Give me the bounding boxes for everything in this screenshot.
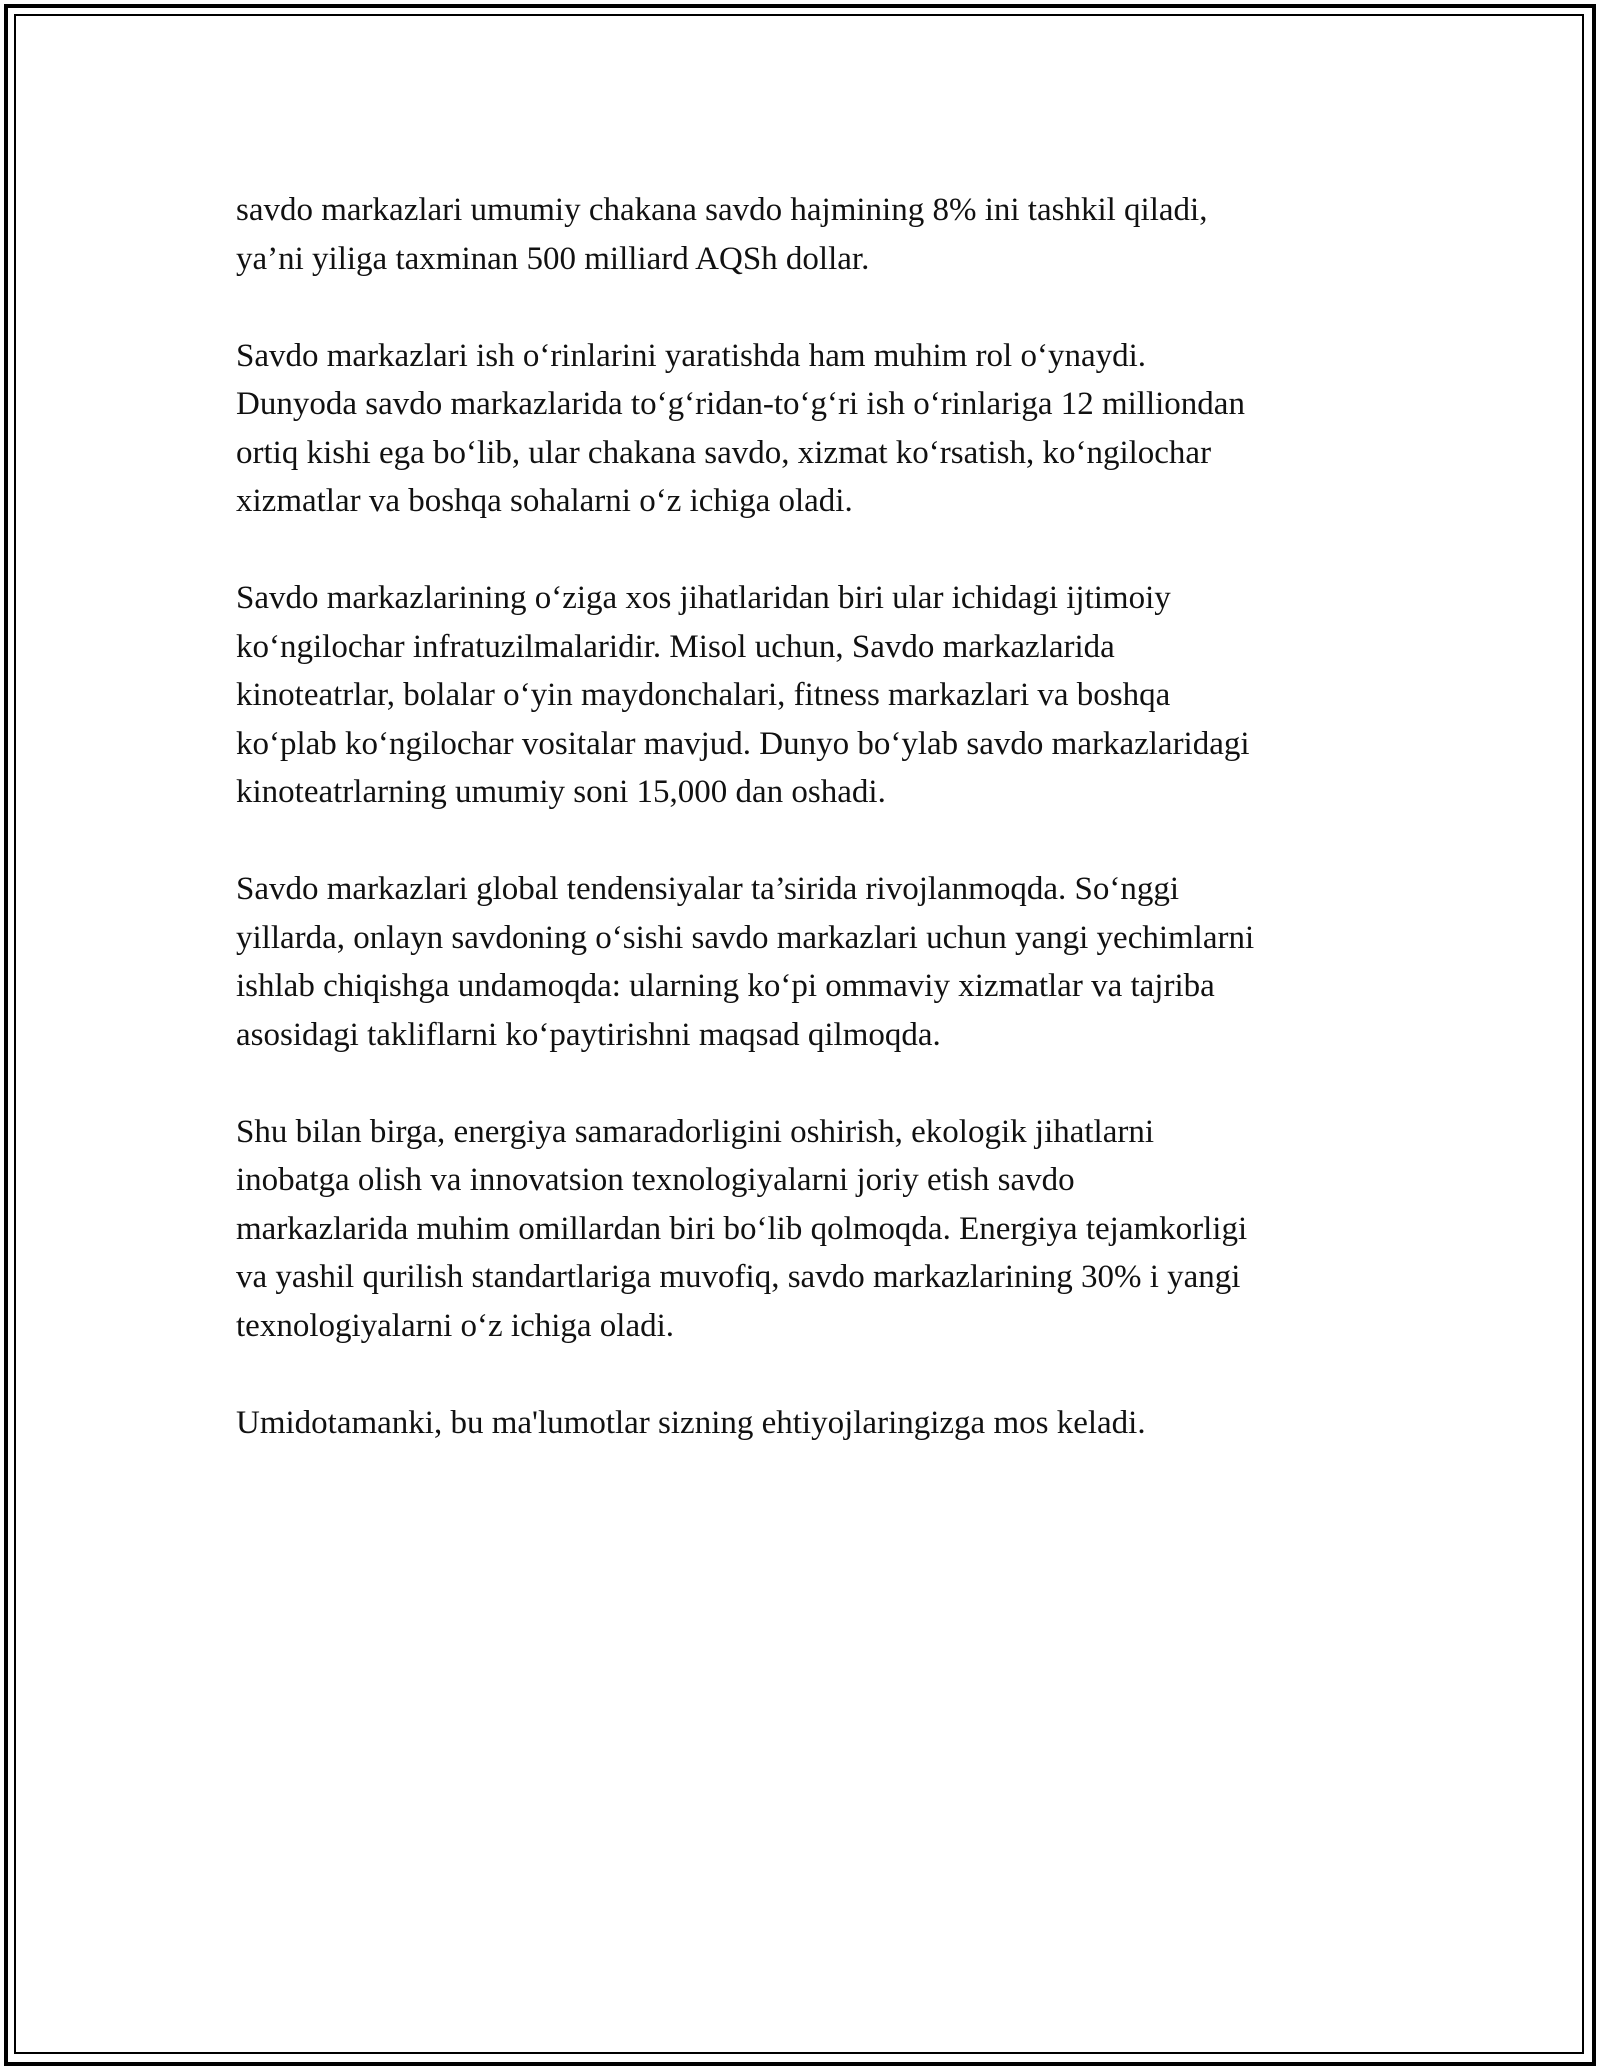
paragraph-1 [236, 186, 1386, 283]
text-line: va yashil qurilish standartlariga muvofiq, savdo markazlarining 30% i yangi [236, 1259, 1241, 1295]
text-line: Shu bilan birga, energiya samaradorligini oshirish, ekologik jihatlarni [236, 1113, 1155, 1150]
text-line: texnologiyalarni o‘z ichiga oladi. [236, 1307, 675, 1344]
document-body [236, 186, 1386, 1496]
text-line: ya’ni yiliga taxminan 500 milliard AQSh dollar. [236, 240, 870, 277]
text-line: markazlarida muhim omillardan biri bo‘lib qolmoqda. Energiya tejamkorligi [236, 1210, 1248, 1247]
text-line: kinoteatrlarning umumiy soni 15,000 dan oshadi. [236, 774, 886, 810]
text-line: Savdo markazlarining o‘ziga xos jihatlaridan biri ular ichidagi ijtimoiy [236, 580, 1171, 616]
text-line: Dunyoda savdo markazlarida to‘g‘ridan-to‘g‘ri ish o‘rinlariga 12 milliondan [236, 386, 1245, 422]
text-line: ko‘plab ko‘ngilochar vositalar mavjud. Dunyo bo‘ylab savdo markazlaridagi [236, 725, 1250, 762]
text-line: Umidotamanki, bu ma'lumotlar sizning ehtiyojlaringizga mos keladi. [236, 1404, 1146, 1441]
text-line: xizmatlar va boshqa sohalarni o‘z ichiga oladi. [236, 483, 853, 519]
paragraph-2 [236, 332, 1386, 526]
paragraph-6 [236, 1399, 1386, 1448]
text-line: Savdo markazlari global tendensiyalar ta’sirida rivojlanmoqda. So‘nggi [236, 871, 1179, 907]
text-line: yillarda, onlayn savdoning o‘sishi savdo markazlari uchun yangi yechimlarni [236, 919, 1255, 956]
text-line: kinoteatrlar, bolalar o‘yin maydonchalari, fitness markazlari va boshqa [236, 677, 1171, 713]
paragraph-4 [236, 865, 1386, 1059]
text-line: ko‘ngilochar infratuzilmalaridir. Misol uchun, Savdo markazlarida [236, 628, 1115, 665]
text-line: asosidagi takliflarni ko‘paytirishni maqsad qilmoqda. [236, 1016, 941, 1053]
paragraph-3 [236, 574, 1386, 817]
text-line: ishlab chiqishga undamoqda: ularning ko‘pi ommaviy xizmatlar va tajriba [236, 968, 1215, 1004]
text-line: Savdo markazlari ish o‘rinlarini yaratishda ham muhim rol o‘ynaydi. [236, 337, 1147, 374]
paragraph-5 [236, 1108, 1386, 1351]
text-line: savdo markazlari umumiy chakana savdo hajmining 8% ini tashkil qiladi, [236, 192, 1208, 228]
text-line: ortiq kishi ega bo‘lib, ular chakana savdo, xizmat ko‘rsatish, ko‘ngilochar [236, 434, 1212, 471]
text-line: inobatga olish va innovatsion texnologiyalarni joriy etish savdo [236, 1162, 1075, 1198]
